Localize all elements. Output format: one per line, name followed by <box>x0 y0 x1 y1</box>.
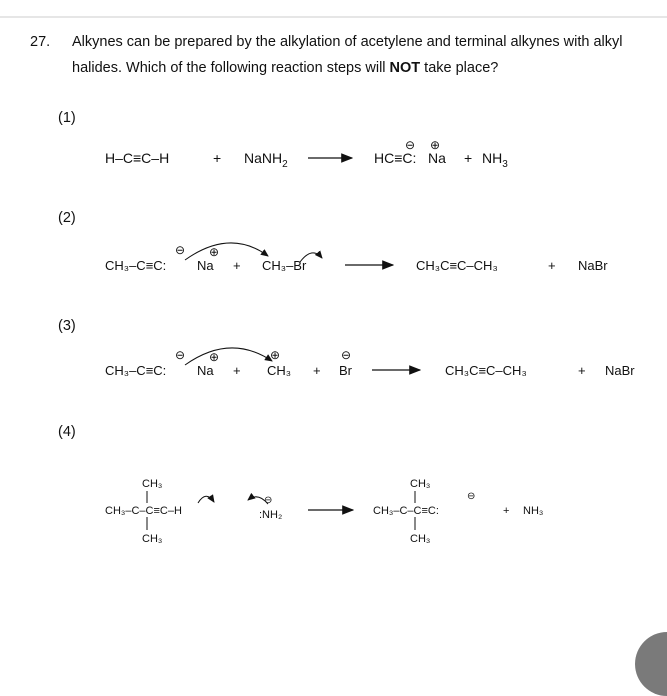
r4-reactant-bottom-methyl: CH₃ <box>142 533 163 545</box>
r4-plus: + <box>503 505 510 517</box>
r3-plus: + <box>233 363 241 378</box>
question-text-pre: halides. Which of the following reaction steps will <box>72 60 390 76</box>
r3-methyl-cation-charge: ⊕ <box>270 348 281 362</box>
r1-plus: + <box>213 150 222 166</box>
reaction-1 <box>105 138 508 170</box>
r3-bromide-charge: ⊖ <box>341 348 352 362</box>
r4-product-top-methyl: CH₃ <box>410 478 431 490</box>
r3-methyl-cation: CH₃ <box>267 363 292 378</box>
r2-sodium-charge: ⊕ <box>209 245 220 259</box>
option-label-2: (2) <box>58 210 76 226</box>
option-label-3: (3) <box>58 318 76 334</box>
r3-sodium-bromide: NaBr <box>605 363 635 378</box>
option-label-1: (1) <box>58 110 76 126</box>
r3-sodium: Na <box>197 363 214 378</box>
r2-sodium: Na <box>197 258 214 273</box>
r1-acetylide-charge: ⊖ <box>405 138 416 152</box>
r4-product-charge: ⊖ <box>467 491 476 502</box>
r2-propynide-charge: ⊖ <box>175 243 186 257</box>
r1-plus-2: + <box>464 150 473 166</box>
question-emphasis: NOT <box>389 60 421 76</box>
r4-reactant-top-methyl: CH₃ <box>142 478 163 490</box>
r2-plus: + <box>233 258 241 273</box>
r4-amide-charge: ⊖ <box>264 495 273 506</box>
r1-sodium-charge: ⊕ <box>430 138 441 152</box>
question-text-line1: Alkynes can be prepared by the alkylation of acetylene and terminal alkynes with alkyl <box>72 34 623 50</box>
r3-propynide-charge: ⊖ <box>175 348 186 362</box>
r1-sodium-amide: NaNH$_2$ <box>244 150 288 170</box>
r3-propynide: CH₃–C≡C: <box>105 363 167 378</box>
question-text-post: take place? <box>420 60 499 76</box>
r2-sodium-bromide: NaBr <box>578 258 608 273</box>
r1-sodium: Na <box>428 150 446 166</box>
question-number: 27. <box>30 34 51 50</box>
r3-bromide: Br <box>339 363 352 378</box>
reaction-3 <box>105 348 635 378</box>
r4-ammonia: NH₃ <box>523 505 544 517</box>
r1-ammonia: $NH_3$ <box>482 150 508 170</box>
r3-plus-2: + <box>313 363 321 378</box>
r3-plus-3: + <box>578 363 586 378</box>
r4-electron-arrow-1 <box>198 496 214 503</box>
r2-methyl-bromide: CH₃–Br <box>262 258 307 273</box>
r4-product-bottom-methyl: CH₃ <box>410 533 431 545</box>
r4-product-chain: CH₃–C–C≡C: <box>373 505 439 517</box>
reaction-2 <box>105 243 608 273</box>
r3-butyne: CH₃C≡C–CH₃ <box>445 363 527 378</box>
r2-plus-2: + <box>548 258 556 273</box>
r4-amide-base: :NH₂ <box>259 509 283 521</box>
option-label-4: (4) <box>58 424 76 440</box>
r1-acetylene: H–C≡C–H <box>105 150 170 166</box>
reaction-4 <box>105 478 543 545</box>
r2-butyne: CH₃C≡C–CH₃ <box>416 258 498 273</box>
r2-propynide: CH₃–C≡C: <box>105 258 167 273</box>
r3-sodium-charge: ⊕ <box>209 350 220 364</box>
r1-acetylide: HC≡C: <box>374 150 417 166</box>
r4-reactant-chain: CH₃–C–C≡C–H <box>105 505 182 517</box>
